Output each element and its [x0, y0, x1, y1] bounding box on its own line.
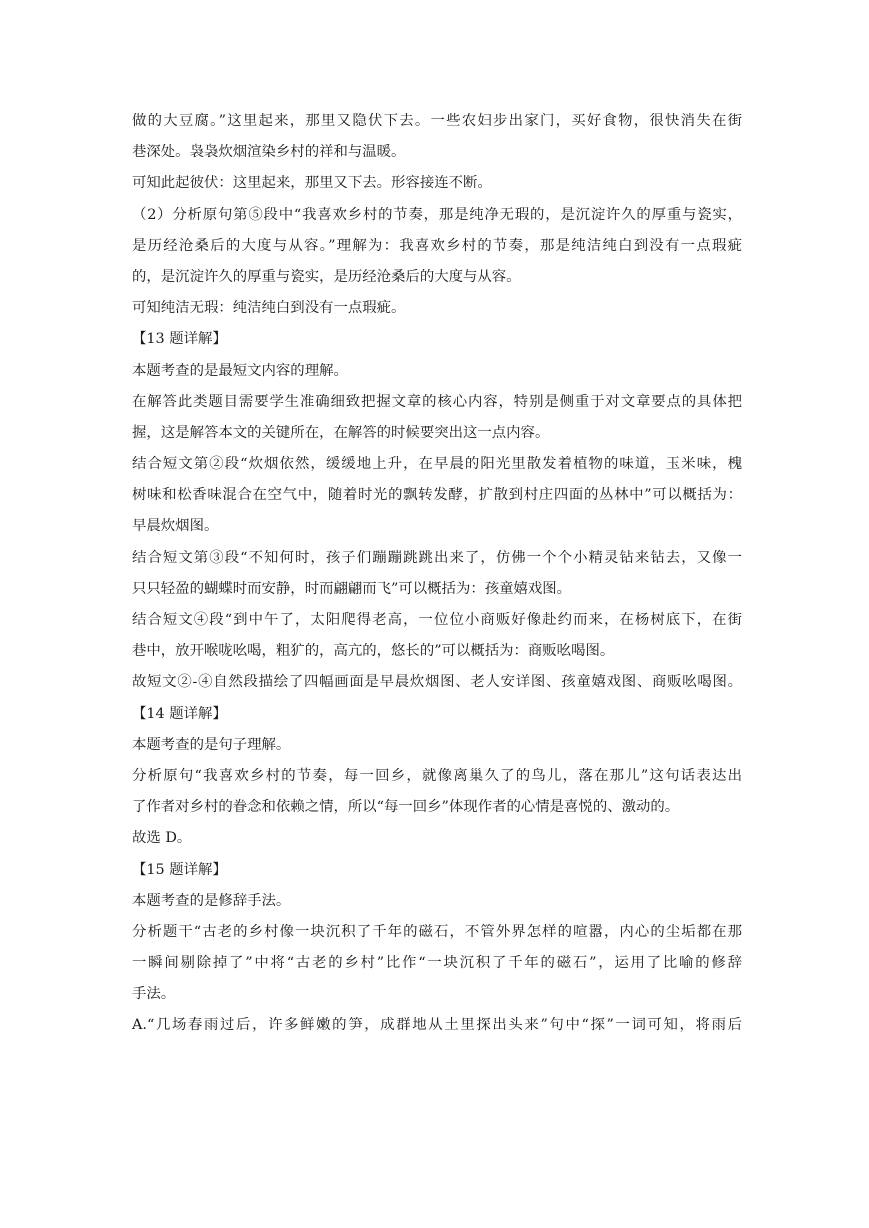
text-line: 可知纯洁无瑕：纯洁纯白到没有一点瑕疵。 — [132, 300, 406, 317]
text-line: 本题考查的是句子理解。 — [132, 736, 291, 753]
section-heading: 【13 题详解】 — [132, 331, 227, 348]
text-line: 做的大豆腐。”这里起来，那里又隐伏下去。一些农妇步出家门，买好食物，很快消失在街 — [132, 113, 742, 129]
text-line: 故短文②-④自然段描绘了四幅画面是早晨炊烟图、老人安详图、孩童嬉戏图、商贩吆喝图。 — [132, 674, 742, 691]
text-line: 一瞬间剔除掉了”中将“古老的乡村”比作“一块沉积了千年的磁石”，运用了比喻的修辞 — [132, 955, 742, 972]
text-line: 巷中，放开喉咙吆喝，粗犷的，高亢的，悠长的”可以概括为：商贩吆喝图。 — [132, 643, 615, 660]
text-line: 结合短文第③段“不知何时，孩子们蹦蹦跳跳出来了，仿佛一个个小精灵钻来钻去，又像一 — [132, 549, 742, 566]
text-line: （2）分析原句第⑤段中“我喜欢乡村的节奏，那是纯净无瑕的，是沉淀许久的厚重与瓷实， — [132, 206, 743, 223]
text-line: 了作者对乡村的眷念和依赖之情，所以“每一回乡”体现作者的心情是喜悦的、激动的。 — [132, 799, 680, 816]
text-line: 结合短文第②段“炊烟依然，缓缓地上升，在早晨的阳光里散发着植物的味道，玉米味，槐 — [132, 456, 742, 473]
text-line: 分析题干“古老的乡村像一块沉积了千年的磁石，不管外界怎样的喧嚣，内心的尘垢都在那 — [132, 923, 742, 940]
text-line: 本题考查的是修辞手法。 — [132, 892, 291, 909]
text-line: 巷深处。袅袅炊烟渲染乡村的祥和与温暖。 — [132, 144, 406, 161]
text-line: 的，是沉淀许久的厚重与瓷实，是历经沧桑后的大度与从容。 — [132, 268, 521, 285]
text-line: 可知此起彼伏：这里起来，那里又下去。形容接连不断。 — [132, 175, 492, 192]
text-line: 本题考查的是最短文内容的理解。 — [132, 362, 348, 379]
text-line: 手法。 — [132, 986, 176, 1003]
section-heading: 【14 题详解】 — [132, 705, 227, 722]
text-line: 在解答此类题目需要学生准确细致把握文章的核心内容，特别是侧重于对文章要点的具体把 — [132, 393, 742, 410]
text-line: 分析原句“我喜欢乡村的节奏，每一回乡，就像离巢久了的鸟儿，落在那儿”这句话表达出 — [132, 767, 742, 784]
text-line: 是历经沧桑后的大度与从容。”理解为：我喜欢乡村的节奏，那是纯洁纯白到没有一点瑕疵 — [132, 237, 742, 254]
document-body — [132, 106, 742, 1042]
text-line: A.“几场春雨过后，许多鲜嫩的笋，成群地从土里探出头来”句中“探”一词可知，将雨后 — [132, 1017, 742, 1034]
section-heading: 【15 题详解】 — [132, 861, 227, 878]
text-line: 只只轻盈的蝴蝶时而安静，时而翩翩而飞”可以概括为：孩童嬉戏图。 — [132, 580, 572, 597]
text-line: 握，这是解答本文的关键所在，在解答的时候要突出这一点内容。 — [132, 424, 550, 441]
text-line: 树味和松香味混合在空气中，随着时光的飘转发酵，扩散到村庄四面的丛林中”可以概括为： — [132, 487, 742, 504]
text-line: 故选 D。 — [132, 830, 192, 847]
text-line: 早晨炊烟图。 — [132, 518, 219, 535]
text-line: 结合短文④段“到中午了，太阳爬得老高，一位位小商贩好像赴约而来，在杨树底下，在街 — [132, 612, 742, 628]
